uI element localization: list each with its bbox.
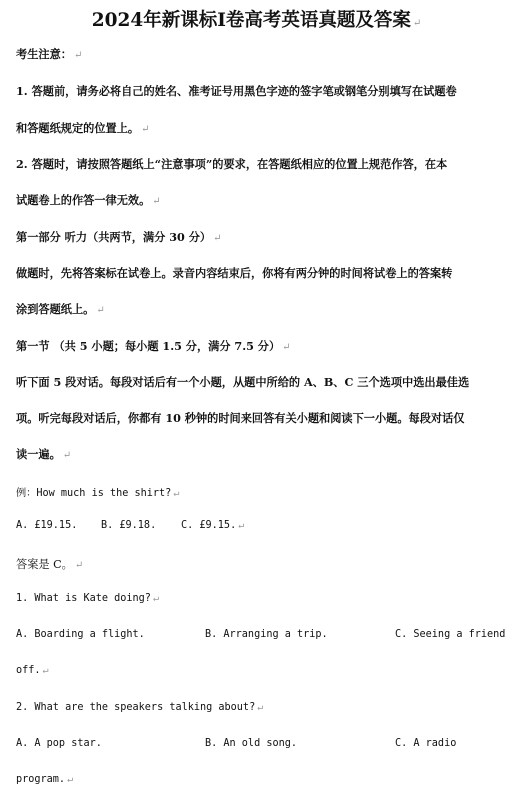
part1-instructions-text: 做题时，先将答案标在试卷上。录音内容结束后，你将有两分钟的时间将试卷上的答案转 (16, 266, 453, 280)
part1-heading (16, 229, 221, 245)
notice-item-2-text: 2. 答题时，请按照答题纸上“注意事项”的要求，在答题纸相应的位置上规范作答，在本 (16, 157, 448, 171)
part1-instructions-line-1 (16, 265, 452, 281)
part1-heading-text: 第一部分 听力（共两节，满分 30 分） (16, 230, 212, 244)
section1-instructions-text-cont: 项。听完每段对话后，你都有 10 秒钟的时间来回答有关小题和阅读下一小题。每段对话仅 (16, 411, 465, 425)
example-answer-text: 答案是 C。 (16, 558, 73, 571)
question-2-option-c-continuation (16, 774, 73, 785)
section1-heading-text: 第一节 （共 5 小题；每小题 1.5 分，满分 7.5 分） (16, 339, 281, 353)
question-1-option-c-continuation (16, 665, 49, 676)
paragraph-mark-icon: ↵ (152, 593, 159, 604)
question-2-option-b: B. An old song. (205, 738, 298, 749)
part1-instructions-text-cont: 涂到答题纸上。 (16, 302, 95, 316)
question-1-continuation-text: off. (16, 665, 41, 676)
section1-heading (16, 338, 291, 354)
notice-item-2-line-2 (16, 192, 161, 208)
paragraph-mark-icon: ↵ (213, 233, 222, 244)
example-option-c-text: C. £9.15. (181, 520, 237, 531)
question-1-option-b: B. Arranging a trip. (205, 629, 328, 640)
notice-item-1-text: 1. 答题前，请务必将自己的姓名、准考证号用黑色字迹的签字笔或钢笔分别填写在试题卷 (16, 84, 457, 98)
notice-heading (16, 46, 82, 62)
example-question (16, 484, 179, 499)
section1-instructions-line-3 (16, 446, 71, 462)
question-1-option-a: A. Boarding a flight. (16, 629, 145, 640)
example-option-a: A. £19.15. (16, 520, 78, 531)
question-2 (16, 702, 263, 713)
notice-heading-text: 考生注意： (16, 47, 72, 61)
paragraph-mark-icon: ↵ (173, 488, 180, 499)
paragraph-mark-icon: ↵ (282, 342, 291, 353)
question-2-option-c: C. A radio (395, 738, 457, 749)
example-option-c (181, 520, 244, 531)
question-2-option-a: A. A pop star. (16, 738, 102, 749)
paragraph-mark-icon: ↵ (141, 124, 150, 135)
question-1-option-c: C. Seeing a friend (395, 629, 506, 640)
example-question-text: 例：How much is the shirt? (16, 488, 172, 499)
section1-instructions-line-1 (16, 374, 469, 390)
section1-instructions-text-end: 读一遍。 (16, 447, 61, 461)
question-2-text: 2. What are the speakers talking about? (16, 702, 256, 713)
paragraph-mark-icon: ↵ (62, 450, 72, 461)
question-1 (16, 593, 159, 604)
example-option-b: B. £9.18. (101, 520, 157, 531)
notice-item-1-line-2 (16, 120, 149, 136)
paragraph-mark-icon: ↵ (257, 702, 264, 713)
question-2-continuation-text: program. (16, 774, 66, 785)
part1-instructions-line-2 (16, 301, 105, 317)
paragraph-mark-icon: ↵ (67, 774, 74, 785)
notice-item-1-text-cont: 和答题纸规定的位置上。 (16, 121, 140, 135)
notice-item-2-line-1 (16, 156, 447, 172)
paragraph-mark-icon: ↵ (152, 196, 161, 207)
paragraph-mark-icon: ↵ (412, 18, 422, 29)
paragraph-mark-icon: ↵ (42, 665, 49, 676)
example-answer (16, 556, 83, 572)
paragraph-mark-icon: ↵ (96, 305, 105, 316)
paragraph-mark-icon: ↵ (74, 560, 84, 571)
paragraph-mark-icon: ↵ (238, 520, 245, 531)
document-title (0, 6, 513, 32)
paragraph-mark-icon: ↵ (73, 50, 83, 61)
title-text: 2024年新课标Ⅰ卷高考英语真题及答案 (91, 10, 411, 31)
notice-item-1-line-1 (16, 83, 457, 99)
notice-item-2-text-cont: 试题卷上的作答一律无效。 (16, 193, 151, 207)
question-1-text: 1. What is Kate doing? (16, 593, 151, 604)
section1-instructions-line-2 (16, 410, 465, 426)
section1-instructions-text: 听下面 5 段对话。每段对话后有一个小题，从题中所给的 A、B、C 三个选项中选出最佳选 (16, 375, 470, 389)
